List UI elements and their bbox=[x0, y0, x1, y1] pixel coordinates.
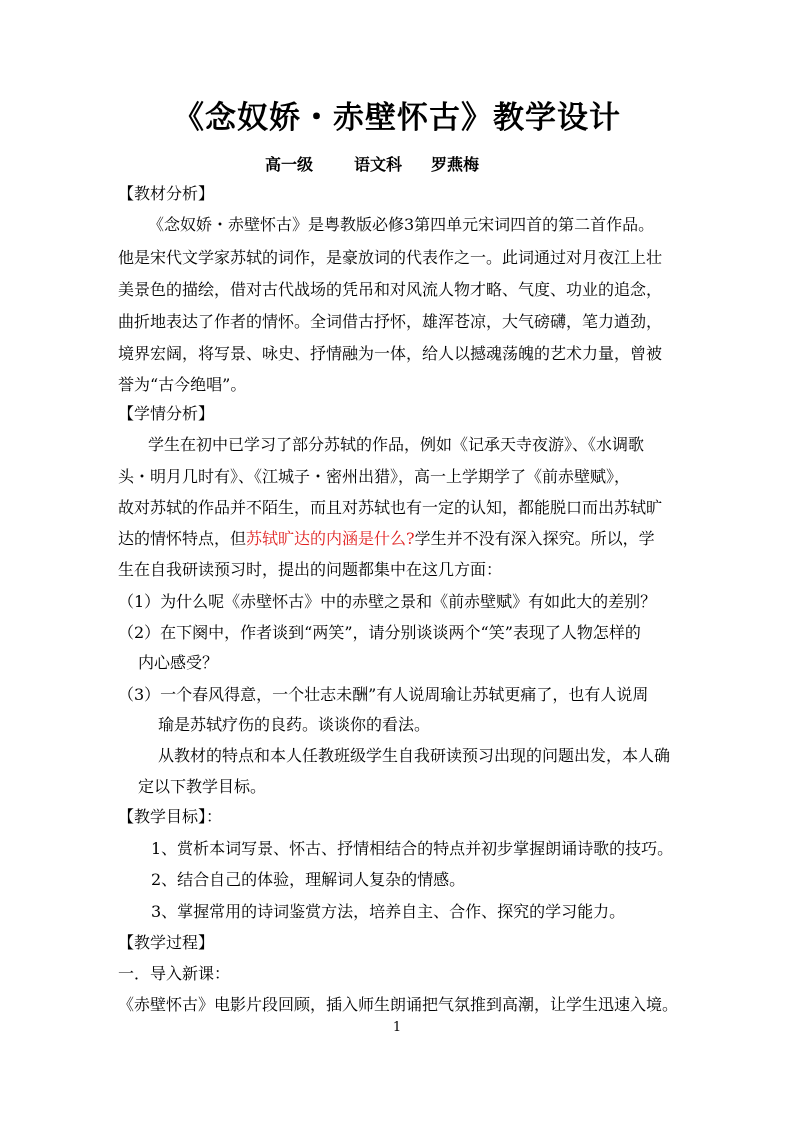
section-heading-materials: 【教材分析】 bbox=[118, 184, 215, 203]
goal-item-1: 1、赏析本词写景、怀古、抒情相结合的特点并初步掌握朗诵诗歌的技巧。 bbox=[151, 839, 674, 858]
byline-author: 罗燕梅 bbox=[431, 155, 480, 174]
document-title: 《念奴娇・赤壁怀古》教学设计 bbox=[173, 100, 621, 136]
process-step-1-text: 《赤壁怀古》电影片段回顾，插入师生朗诵把气氛推到高潮，让学生迅速入境。 bbox=[118, 995, 679, 1014]
goal-item-3: 3、掌握常用的诗词鉴赏方法，培养自主、合作、探究的学习能力。 bbox=[151, 902, 626, 921]
question-item-1: （1）为什么呢《赤壁怀古》中的赤壁之景和《前赤壁赋》有如此大的差别？ bbox=[118, 592, 657, 611]
paragraph-line: 《念奴娇・赤壁怀古》是粤教版必修3第四单元宋词四首的第二首作品。 bbox=[148, 215, 655, 234]
highlighted-question: 苏轼旷达的内涵是什么? bbox=[246, 529, 415, 548]
paragraph-line bbox=[118, 528, 655, 550]
paragraph-line: 美景色的描绘，借对古代战场的凭吊和对风流人物才略、气度、功业的追念， bbox=[118, 280, 663, 299]
paragraph-line: 从教材的特点和本人任教班级学生自我研读预习出现的问题出发，本人确 bbox=[158, 746, 671, 765]
question-item-3-cont: 瑜是苏轼疗伤的良药。谈谈你的看法。 bbox=[158, 715, 431, 734]
section-heading-students: 【学情分析】 bbox=[118, 404, 215, 423]
paragraph-line: 生在自我研读预习时，提出的问题都集中在这几方面： bbox=[118, 560, 503, 579]
page-number: 1 bbox=[392, 1020, 402, 1035]
paragraph-line: 曲折地表达了作者的情怀。全词借古抒怀，雄浑苍凉，大气磅礴，笔力遒劲， bbox=[118, 312, 663, 331]
paragraph-line: 故对苏轼的作品并不陌生，而且对苏轼也有一定的认知，都能脱口而出苏轼旷 bbox=[118, 498, 663, 517]
line-text: 学生并不没有深入探究。所以，学 bbox=[414, 529, 655, 548]
question-item-3: （3）一个春风得意，一个壮志未酬”有人说周瑜让苏轼更痛了，也有人说周 bbox=[118, 685, 649, 704]
paragraph-line: 境界宏阔，将写景、咏史、抒情融为一体，给人以撼魂荡魄的艺术力量，曾被 bbox=[118, 344, 663, 363]
paragraph-line: 他是宋代文学家苏轼的词作，是豪放词的代表作之一。此词通过对月夜江上壮 bbox=[118, 248, 663, 267]
paragraph-line: 学生在初中已学习了部分苏轼的作品，例如《记承天寺夜游》、《水调歌 bbox=[148, 435, 645, 454]
question-item-2-cont: 内心感受？ bbox=[138, 653, 219, 672]
process-step-1: 一．导入新课： bbox=[118, 964, 231, 983]
question-item-2: （2）在下阕中，作者谈到“两笑”，请分别谈谈两个“笑”表现了人物怎样的 bbox=[118, 623, 641, 642]
goal-item-2: 2、结合自己的体验，理解词人复杂的情感。 bbox=[151, 870, 466, 889]
section-heading-goals: 【教学目标】： bbox=[118, 807, 223, 826]
section-heading-process: 【教学过程】 bbox=[118, 933, 215, 952]
line-text: 达的情怀特点，但 bbox=[118, 529, 247, 548]
paragraph-line: 头・明月几时有》、《江城子・密州出猎》，高一上学期学了《前赤壁赋》， bbox=[118, 467, 631, 486]
byline-subject: 语文科 bbox=[354, 155, 403, 174]
byline bbox=[265, 152, 479, 175]
paragraph-line: 定以下教学目标。 bbox=[138, 777, 267, 796]
byline-grade: 高一级 bbox=[265, 155, 314, 174]
paragraph-line: 誉为“古今绝唱”。 bbox=[118, 375, 247, 394]
